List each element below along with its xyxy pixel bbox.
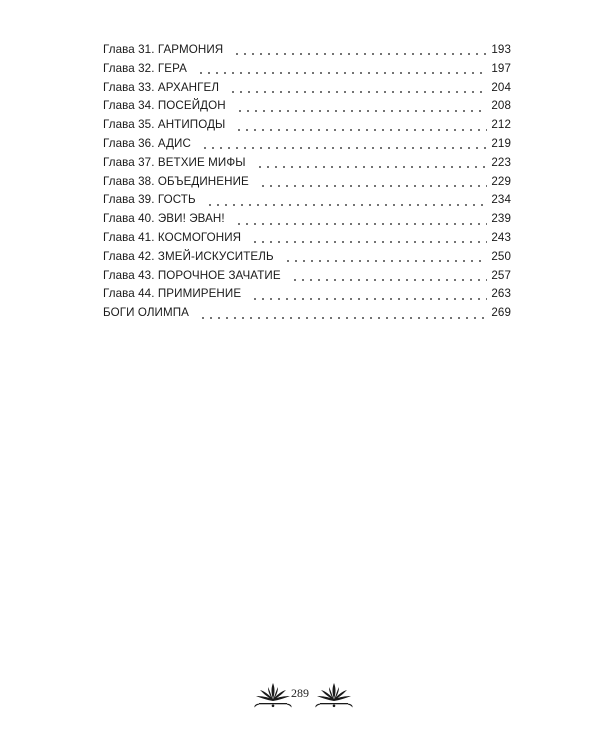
toc-entry-title: Глава 34. ПОСЕЙДОН bbox=[103, 99, 226, 113]
toc-entry bbox=[103, 60, 511, 79]
dot-leader bbox=[197, 317, 487, 319]
toc-entry bbox=[103, 135, 511, 154]
toc-entry bbox=[103, 191, 511, 210]
dot-leader bbox=[233, 223, 488, 225]
dot-leader bbox=[204, 204, 488, 206]
page-footer bbox=[0, 681, 600, 711]
toc-entry-title: Глава 33. АРХАНГЕЛ bbox=[103, 80, 220, 94]
toc-entry bbox=[103, 229, 511, 248]
dot-leader bbox=[249, 241, 487, 243]
toc-entry-title: Глава 36. АДИС bbox=[103, 136, 191, 150]
toc-entry-title: Глава 40. ЭВИ! ЭВАН! bbox=[103, 212, 225, 226]
palmette-ornament-icon bbox=[314, 681, 354, 711]
toc-entry-page: 250 bbox=[491, 249, 511, 263]
dot-leader bbox=[254, 166, 488, 168]
dot-leader bbox=[289, 279, 488, 281]
dot-leader bbox=[234, 110, 488, 112]
toc-entry-page: 269 bbox=[491, 306, 511, 320]
dot-leader bbox=[257, 185, 487, 187]
toc-entry-title: Глава 43. ПОРОЧНОЕ ЗАЧАТИЕ bbox=[103, 268, 281, 282]
toc-entry bbox=[103, 79, 511, 98]
toc-entry-page: 208 bbox=[491, 99, 511, 113]
toc-entry-page: 223 bbox=[491, 155, 511, 169]
toc-entry-title: Глава 38. ОБЪЕДИНЕНИЕ bbox=[103, 174, 249, 188]
toc-entry bbox=[103, 116, 511, 135]
toc-entry bbox=[103, 210, 511, 229]
toc-entry bbox=[103, 285, 511, 304]
toc-entry-title: Глава 41. КОСМОГОНИЯ bbox=[103, 230, 242, 244]
dot-leader bbox=[282, 260, 488, 262]
dot-leader bbox=[231, 53, 487, 55]
toc-entry-page: 243 bbox=[491, 230, 511, 244]
toc-entry-page: 212 bbox=[491, 118, 511, 132]
toc-entry-page: 263 bbox=[491, 287, 511, 301]
toc-entry-title: БОГИ ОЛИМПА bbox=[103, 306, 189, 320]
page-number: 289 bbox=[291, 686, 309, 700]
toc-entry bbox=[103, 267, 511, 286]
toc-entry-page: 197 bbox=[491, 61, 511, 75]
toc-entry-page: 234 bbox=[491, 193, 511, 207]
toc-entry-title: Глава 32. ГЕРА bbox=[103, 61, 187, 75]
toc-entry-page: 239 bbox=[491, 212, 511, 226]
toc-entry-title: Глава 42. ЗМЕЙ-ИСКУСИТЕЛЬ bbox=[103, 249, 274, 263]
toc-entry-page: 193 bbox=[491, 43, 511, 56]
toc-entry bbox=[103, 97, 511, 116]
toc-entry-title: Глава 31. ГАРМОНИЯ bbox=[103, 43, 224, 56]
dot-leader bbox=[249, 298, 487, 300]
dot-leader bbox=[227, 91, 487, 93]
toc-entry bbox=[103, 41, 511, 60]
table-of-contents bbox=[103, 41, 511, 323]
toc-entry-page: 229 bbox=[491, 174, 511, 188]
dot-leader bbox=[199, 147, 487, 149]
toc-entry bbox=[103, 248, 511, 267]
toc-entry-title: Глава 37. ВЕТХИЕ МИФЫ bbox=[103, 155, 246, 169]
toc-entry-page: 219 bbox=[491, 136, 511, 150]
toc-entry bbox=[103, 304, 511, 323]
toc-entry-title: Глава 35. АНТИПОДЫ bbox=[103, 118, 226, 132]
toc-entry-page: 257 bbox=[491, 268, 511, 282]
dot-leader bbox=[195, 72, 487, 74]
toc-entry-page: 204 bbox=[491, 80, 511, 94]
dot-leader bbox=[233, 129, 487, 131]
toc-entry bbox=[103, 154, 511, 173]
toc-entry-title: Глава 44. ПРИМИРЕНИЕ bbox=[103, 287, 242, 301]
toc-entry bbox=[103, 173, 511, 192]
toc-entry-title: Глава 39. ГОСТЬ bbox=[103, 193, 196, 207]
